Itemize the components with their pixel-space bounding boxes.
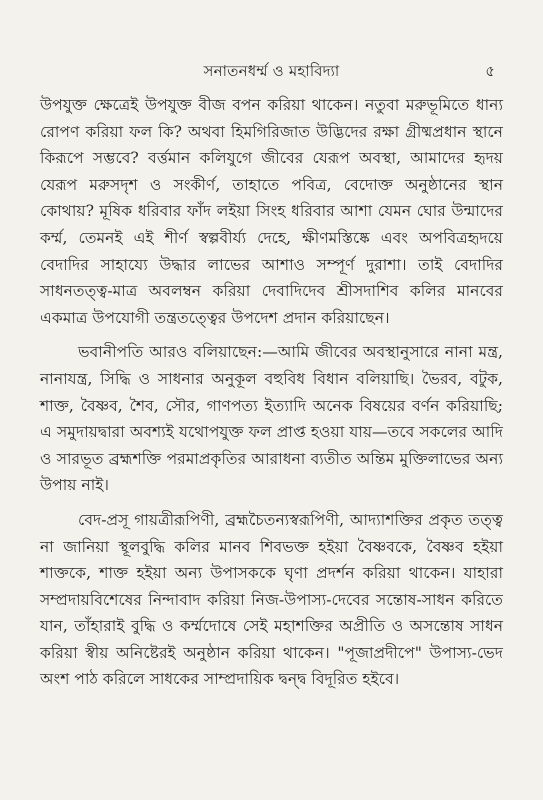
body-text [40,92,503,701]
paragraph-1: উপযুক্ত ক্ষেত্রেই উপযুক্ত বীজ বপন করিয়া থাকেন। নতুবা মরুভূমিতে ধান্য রোপণ করিয়া ফল কি? অথবা হিমগিরিজাত উদ্ভিদের রক্ষা গ্রীষ্মপ্রধান স্থানে কিরূপে সম্ভবে? বর্ত্তমান কলিযুগে জীবের যেরূপ অবস্থা, আমাদের হৃদয় যেরূপ মরুসদৃশ ও সংকীর্ণ, তাহাতে পবিত্র, বেদোক্ত অনুষ্ঠানের স্থান কোথায়? মূষিক ধরিবার ফাঁদ লইয়া সিংহ ধরিবার আশা যেমন ঘোর উন্মাদের কর্ম্ম, তেমনই এই শীর্ণ স্বল্পবীর্য্য দেহে, ক্ষীণমস্তিষ্কে এবং অপবিত্রহৃদয়ে বেদাদির সাহায্যে উদ্ধার লাভের আশাও সম্পূর্ণ দুরাশা। তাই বেদাদির সাধনতত্ত্ব-মাত্র অবলম্বন করিয়া দেবাদিদেব শ্রীসদাশিব কলির মানবের একমাত্র উপযোগী তন্ত্রতত্ত্বের উপদেশ প্রদান করিয়াছেন। [40,96,503,327]
running-title: সনাতনধর্ম্ম ও মহাবিদ্যা [203,62,340,80]
page-number: ৫ [485,62,495,80]
running-header [42,60,501,86]
paragraph-3: বেদ-প্রসূ গায়ত্রীরূপিণী, ব্রহ্মচৈতন্যস্বরূপিণী, আদ্যাশক্তির প্রকৃত তত্ত্ব না জানিয়া স্থূলবুদ্ধি কলির মানব শিবভক্ত হইয়া বৈষ্ণবকে, বৈষ্ণব হইয়া শাক্তকে, শাক্ত হইয়া অন্য উপাসককে ঘৃণা প্রদর্শন করিয়া থাকেন। যাহারা সম্প্রদায়বিশেষের নিন্দাবাদ করিয়া নিজ-উপাস্য-দেবের সন্তোষ-সাধন করিতে যান, তাঁহারাই বুদ্ধি ও কর্ম্মদোষে সেই মহাশক্তির অপ্রীতি ও অসন্তোষ সাধন করিয়া স্বীয় অনিষ্টেরই অনুষ্ঠান করিয়া থাকেন। "পূজাপ্রদীপে" উপাস্য-ভেদ অংশ পাঠ করিলে সাধকের সাম্প্রদায়িক দ্বন্দ্ব বিদূরিত হইবে। [40,510,503,689]
paragraph-2: ভবানীপতি আরও বলিয়াছেন:—আমি জীবের অবস্থানুসারে নানা মন্ত্র, নানাযন্ত্র, সিদ্ধি ও সাধনার অনুকূল বহুবিধ বিধান বলিয়াছি। ভৈরব, বটুক, শাক্ত, বৈষ্ণব, শৈব, সৌর, গাণপত্য ইত্যাদি অনেক বিষয়ের বর্ণন করিয়াছি; এ সমুদায়দ্বারা অবশ্যই যথোপযুক্ত ফল প্রাপ্ত হওয়া যায়—তবে সকলের আদি ও সারভূত ব্রহ্মশক্তি পরমাপ্রকৃতির আরাধনা ব্যতীত অন্তিম মুক্তিলাভের অন্য উপায় নাই। [40,343,503,495]
